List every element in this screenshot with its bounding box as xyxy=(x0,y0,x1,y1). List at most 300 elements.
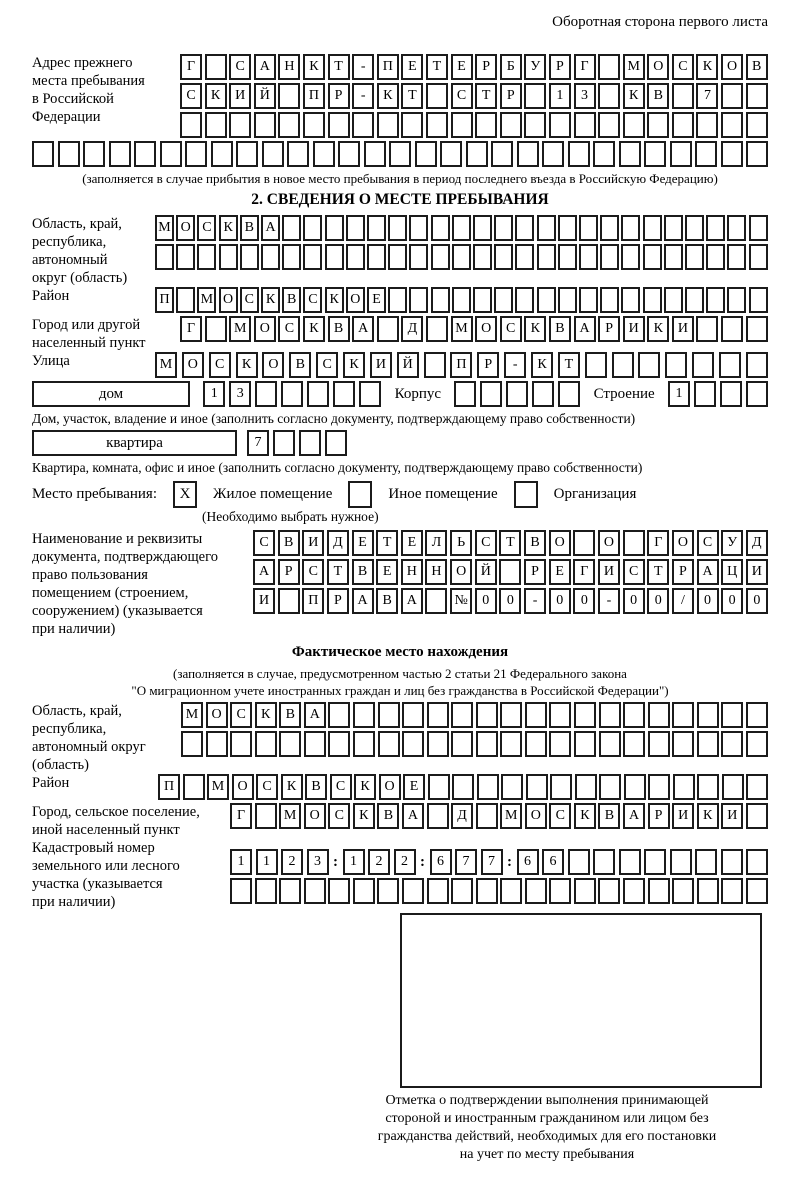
char-box xyxy=(431,215,450,241)
char-box xyxy=(720,381,742,407)
char-box: П xyxy=(302,588,324,614)
char-box: К xyxy=(261,287,280,313)
char-box: Р xyxy=(524,559,546,585)
char-box xyxy=(236,141,258,167)
char-box: 7 xyxy=(247,430,269,456)
char-box xyxy=(694,381,716,407)
label-line: сооружением) (указывается xyxy=(32,603,203,619)
char-box xyxy=(325,244,344,270)
char-box xyxy=(494,244,513,270)
char-box: Т xyxy=(328,54,350,80)
char-box xyxy=(643,244,662,270)
char-box: О xyxy=(304,803,326,829)
char-box xyxy=(328,702,350,728)
char-box xyxy=(409,215,428,241)
char-box: О xyxy=(647,54,669,80)
label-line: Наименование и реквизиты xyxy=(32,531,203,547)
char-box xyxy=(303,215,322,241)
char-box: А xyxy=(261,215,280,241)
char-box: В xyxy=(598,803,620,829)
char-box: В xyxy=(376,588,398,614)
street-label: Улица xyxy=(32,353,70,369)
char-box: К xyxy=(574,803,596,829)
char-box xyxy=(643,287,662,313)
char-box xyxy=(425,588,447,614)
char-box xyxy=(500,702,522,728)
char-box xyxy=(746,381,768,407)
char-box: С xyxy=(500,316,522,342)
char-box xyxy=(205,316,227,342)
char-box xyxy=(550,774,572,800)
label-line: Отметка о подтверждении выполнения принимающей xyxy=(385,1093,709,1108)
char-box: - xyxy=(524,588,546,614)
char-box: П xyxy=(158,774,180,800)
char-box: К xyxy=(325,287,344,313)
char-box xyxy=(389,141,411,167)
char-box xyxy=(670,849,692,875)
char-box: Н xyxy=(425,559,447,585)
stay-place-label: Место пребывания: xyxy=(32,485,157,502)
char-box xyxy=(549,731,571,757)
char-box xyxy=(549,878,571,904)
char-box xyxy=(537,244,556,270)
char-box: Е xyxy=(352,530,374,556)
label-line: республика, xyxy=(32,234,107,250)
char-box: 3 xyxy=(307,849,329,875)
char-box: П xyxy=(450,352,472,378)
char-box xyxy=(644,141,666,167)
char-box xyxy=(431,287,450,313)
char-box xyxy=(598,54,620,80)
char-box: К xyxy=(303,54,325,80)
region-block xyxy=(32,215,768,287)
char-box xyxy=(721,112,743,138)
label-line: гражданства действий, необходимых для его постановки xyxy=(377,1129,717,1144)
char-box xyxy=(599,702,621,728)
char-box: М xyxy=(500,803,522,829)
char-box xyxy=(664,244,683,270)
char-box xyxy=(255,803,277,829)
char-box xyxy=(685,215,704,241)
char-box: С xyxy=(623,559,645,585)
label-line: на учет по месту пребывания xyxy=(459,1147,635,1162)
char-box: Т xyxy=(327,559,349,585)
char-box: К xyxy=(696,54,718,80)
char-box xyxy=(451,731,473,757)
district-block xyxy=(32,287,768,316)
char-box xyxy=(672,878,694,904)
char-box: О xyxy=(254,316,276,342)
street-block xyxy=(32,352,768,381)
label-line: округ (область) xyxy=(32,270,128,286)
char-box xyxy=(638,352,660,378)
actual-region-block xyxy=(32,702,768,774)
char-box xyxy=(494,287,513,313)
char-box xyxy=(685,287,704,313)
char-box xyxy=(58,141,80,167)
char-box: В xyxy=(328,316,350,342)
char-box xyxy=(346,215,365,241)
char-box xyxy=(134,141,156,167)
region-rows xyxy=(155,215,768,273)
char-box: К xyxy=(697,803,719,829)
char-box xyxy=(697,878,719,904)
char-box xyxy=(328,731,350,757)
label-line: при наличии) xyxy=(32,621,116,637)
char-box xyxy=(367,215,386,241)
char-box: О xyxy=(525,803,547,829)
char-box xyxy=(255,381,277,407)
char-box: Д xyxy=(327,530,349,556)
char-box xyxy=(648,774,670,800)
char-box: С xyxy=(240,287,259,313)
char-box: 6 xyxy=(517,849,539,875)
char-box xyxy=(706,287,725,313)
char-box: С xyxy=(302,559,324,585)
char-box: Д xyxy=(451,803,473,829)
char-box: С xyxy=(209,352,231,378)
char-box xyxy=(501,774,523,800)
char-box: К xyxy=(303,316,325,342)
char-box: 3 xyxy=(574,83,596,109)
char-box xyxy=(278,83,300,109)
char-box: Й xyxy=(397,352,419,378)
char-box xyxy=(600,215,619,241)
char-box: 0 xyxy=(549,588,571,614)
char-box xyxy=(279,731,301,757)
char-box xyxy=(621,215,640,241)
char-box xyxy=(696,316,718,342)
char-box: С xyxy=(303,287,322,313)
char-box: 0 xyxy=(746,588,768,614)
char-box xyxy=(83,141,105,167)
char-box xyxy=(727,287,746,313)
char-box xyxy=(749,215,768,241)
charbox-row xyxy=(155,352,768,378)
char-box xyxy=(749,244,768,270)
checkbox-residential: X xyxy=(173,481,197,508)
char-box: 6 xyxy=(542,849,564,875)
char-box xyxy=(454,381,476,407)
char-box xyxy=(229,112,251,138)
char-box xyxy=(313,141,335,167)
char-box xyxy=(278,112,300,138)
char-box: А xyxy=(352,316,374,342)
char-box xyxy=(558,215,577,241)
char-box: Г xyxy=(573,559,595,585)
char-box: Е xyxy=(451,54,473,80)
char-box xyxy=(299,430,321,456)
char-box: О xyxy=(721,54,743,80)
char-box: - xyxy=(504,352,526,378)
char-box: - xyxy=(352,54,374,80)
char-box: Е xyxy=(376,559,398,585)
char-box xyxy=(549,112,571,138)
char-box xyxy=(352,112,374,138)
label-line: участка (указывается xyxy=(32,876,163,892)
char-box xyxy=(673,774,695,800)
char-box: Д xyxy=(401,316,423,342)
char-box: А xyxy=(697,559,719,585)
char-box xyxy=(476,878,498,904)
char-box: М xyxy=(197,287,216,313)
char-box xyxy=(664,215,683,241)
char-box xyxy=(648,731,670,757)
char-box xyxy=(722,774,744,800)
label-line: помещением (строением, xyxy=(32,585,189,601)
char-box: С xyxy=(256,774,278,800)
char-box xyxy=(746,316,768,342)
char-box xyxy=(401,112,423,138)
char-box xyxy=(230,878,252,904)
char-box: Д xyxy=(746,530,768,556)
char-box xyxy=(205,54,227,80)
option-label-organization: Организация xyxy=(553,485,637,502)
char-box xyxy=(598,112,620,138)
char-box xyxy=(219,244,238,270)
actual-location-note-line1: (заполняется в случае, предусмотренном частью 2 статьи 21 Федерального закона xyxy=(173,666,627,681)
char-box xyxy=(254,112,276,138)
char-box xyxy=(452,244,471,270)
charbox-row xyxy=(180,112,768,138)
char-box xyxy=(262,141,284,167)
char-box xyxy=(378,731,400,757)
char-box xyxy=(499,559,521,585)
apartment-note: Квартира, комната, офис и иное (заполнить согласно документу, подтверждающему право собственности) xyxy=(32,460,643,475)
char-box: Е xyxy=(401,530,423,556)
char-box: О xyxy=(672,530,694,556)
char-box xyxy=(506,381,528,407)
char-box xyxy=(211,141,233,167)
char-box xyxy=(721,702,743,728)
char-box: И xyxy=(721,803,743,829)
char-box: 0 xyxy=(623,588,645,614)
char-box: Е xyxy=(367,287,386,313)
char-box: Е xyxy=(403,774,425,800)
charbox-row xyxy=(230,878,768,904)
char-box: Й xyxy=(254,83,276,109)
char-box: К xyxy=(531,352,553,378)
char-box xyxy=(185,141,207,167)
charbox-row xyxy=(181,731,768,757)
char-box xyxy=(402,731,424,757)
prev-address-note: (заполняется в случае прибытия в новое место пребывания в период последнего въезда в Российскую Федерацию) xyxy=(82,171,718,186)
char-box: М xyxy=(229,316,251,342)
char-box: А xyxy=(574,316,596,342)
char-box: К xyxy=(205,83,227,109)
char-box xyxy=(278,588,300,614)
char-box xyxy=(599,731,621,757)
char-box: 2 xyxy=(281,849,303,875)
char-box xyxy=(452,215,471,241)
checkbox-organization xyxy=(514,481,538,508)
option-label-other-premises: Иное помещение xyxy=(388,485,498,502)
char-box: С xyxy=(316,352,338,378)
char-box: Е xyxy=(549,559,571,585)
actual-city-block xyxy=(32,803,768,839)
char-box xyxy=(451,702,473,728)
char-box: О xyxy=(219,287,238,313)
char-box xyxy=(721,141,743,167)
char-box xyxy=(672,83,694,109)
char-box xyxy=(585,352,607,378)
char-box xyxy=(287,141,309,167)
char-box xyxy=(525,878,547,904)
apartment-row xyxy=(32,430,768,456)
charbox-row xyxy=(180,83,768,109)
char-box xyxy=(644,849,666,875)
char-box xyxy=(568,849,590,875)
char-box: 2 xyxy=(368,849,390,875)
actual-location-note-line2: "О миграционном учете иностранных граждан и лиц без гражданства в Российской Федерации") xyxy=(131,683,669,698)
char-box xyxy=(475,112,497,138)
char-box: С xyxy=(278,316,300,342)
char-box: П xyxy=(155,287,174,313)
cadastral-separator: : xyxy=(420,853,425,870)
char-box: К xyxy=(524,316,546,342)
char-box: В xyxy=(746,54,768,80)
char-box xyxy=(377,878,399,904)
char-box xyxy=(424,352,446,378)
charbox-row xyxy=(253,588,768,614)
char-box: № xyxy=(450,588,472,614)
char-box: С xyxy=(229,54,251,80)
char-box: А xyxy=(623,803,645,829)
char-box: С xyxy=(475,530,497,556)
char-box xyxy=(476,731,498,757)
char-box xyxy=(648,878,670,904)
stroenie-label: Строение xyxy=(593,385,655,402)
char-box xyxy=(491,141,513,167)
char-box: Т xyxy=(401,83,423,109)
char-box: В xyxy=(240,215,259,241)
char-box: Г xyxy=(180,54,202,80)
char-box: С xyxy=(672,54,694,80)
char-box xyxy=(517,141,539,167)
char-box xyxy=(325,430,347,456)
actual-region-label xyxy=(32,702,181,774)
document-block xyxy=(32,530,768,638)
char-box xyxy=(197,244,216,270)
char-box xyxy=(619,849,641,875)
char-box: К xyxy=(255,702,277,728)
char-box xyxy=(558,244,577,270)
char-box xyxy=(409,287,428,313)
char-box xyxy=(515,244,534,270)
char-box: Р xyxy=(672,559,694,585)
char-box xyxy=(600,244,619,270)
char-box xyxy=(685,244,704,270)
char-box: К xyxy=(623,83,645,109)
char-box xyxy=(476,702,498,728)
char-box: Г xyxy=(647,530,669,556)
char-box xyxy=(721,731,743,757)
char-box xyxy=(515,215,534,241)
char-box xyxy=(426,316,448,342)
label-line: право пользования xyxy=(32,567,148,583)
char-box xyxy=(451,112,473,138)
char-box xyxy=(721,878,743,904)
label-line: (область) xyxy=(32,757,89,773)
char-box: С xyxy=(451,83,473,109)
charbox-row xyxy=(158,774,768,800)
char-box xyxy=(359,381,381,407)
cadastral-block xyxy=(32,839,768,911)
char-box xyxy=(333,381,355,407)
char-box: К xyxy=(354,774,376,800)
char-box xyxy=(623,530,645,556)
char-box xyxy=(697,702,719,728)
char-box xyxy=(672,702,694,728)
char-box xyxy=(549,702,571,728)
char-box xyxy=(364,141,386,167)
document-label xyxy=(32,530,253,638)
char-box: М xyxy=(181,702,203,728)
char-box: О xyxy=(182,352,204,378)
checkbox-other-premises xyxy=(348,481,372,508)
char-box xyxy=(593,849,615,875)
char-box xyxy=(706,244,725,270)
char-box xyxy=(526,774,548,800)
char-box xyxy=(255,878,277,904)
label-line: Федерации xyxy=(32,109,101,125)
char-box xyxy=(176,244,195,270)
char-box: Р xyxy=(477,352,499,378)
char-box: К xyxy=(219,215,238,241)
char-box xyxy=(525,731,547,757)
char-box: / xyxy=(672,588,694,614)
char-box xyxy=(476,803,498,829)
page-side-note: Оборотная сторона первого листа xyxy=(552,14,768,30)
char-box xyxy=(452,774,474,800)
char-box xyxy=(706,215,725,241)
section2-title: 2. СВЕДЕНИЯ О МЕСТЕ ПРЕБЫВАНИЯ xyxy=(251,191,549,208)
char-box xyxy=(600,287,619,313)
char-box: В xyxy=(549,316,571,342)
char-box: Т xyxy=(475,83,497,109)
char-box: О xyxy=(262,352,284,378)
actual-district-block xyxy=(32,774,768,803)
char-box xyxy=(672,112,694,138)
char-box: 2 xyxy=(394,849,416,875)
char-box xyxy=(255,731,277,757)
char-box xyxy=(346,244,365,270)
char-box: Б xyxy=(500,54,522,80)
char-box xyxy=(648,702,670,728)
char-box xyxy=(721,316,743,342)
char-box xyxy=(598,878,620,904)
stroenie-cells xyxy=(668,381,768,407)
char-box xyxy=(427,702,449,728)
char-box xyxy=(431,244,450,270)
char-box: В xyxy=(278,530,300,556)
char-box: П xyxy=(303,83,325,109)
char-box: 6 xyxy=(430,849,452,875)
char-box xyxy=(205,112,227,138)
char-box xyxy=(378,702,400,728)
char-box: К xyxy=(343,352,365,378)
char-box: С xyxy=(230,702,252,728)
char-box: У xyxy=(524,54,546,80)
char-box: 0 xyxy=(647,588,669,614)
char-box xyxy=(697,731,719,757)
prev-address-rows xyxy=(180,54,768,141)
char-box: А xyxy=(304,702,326,728)
char-box xyxy=(574,112,596,138)
char-box xyxy=(281,381,303,407)
char-box xyxy=(230,731,252,757)
char-box: И xyxy=(229,83,251,109)
